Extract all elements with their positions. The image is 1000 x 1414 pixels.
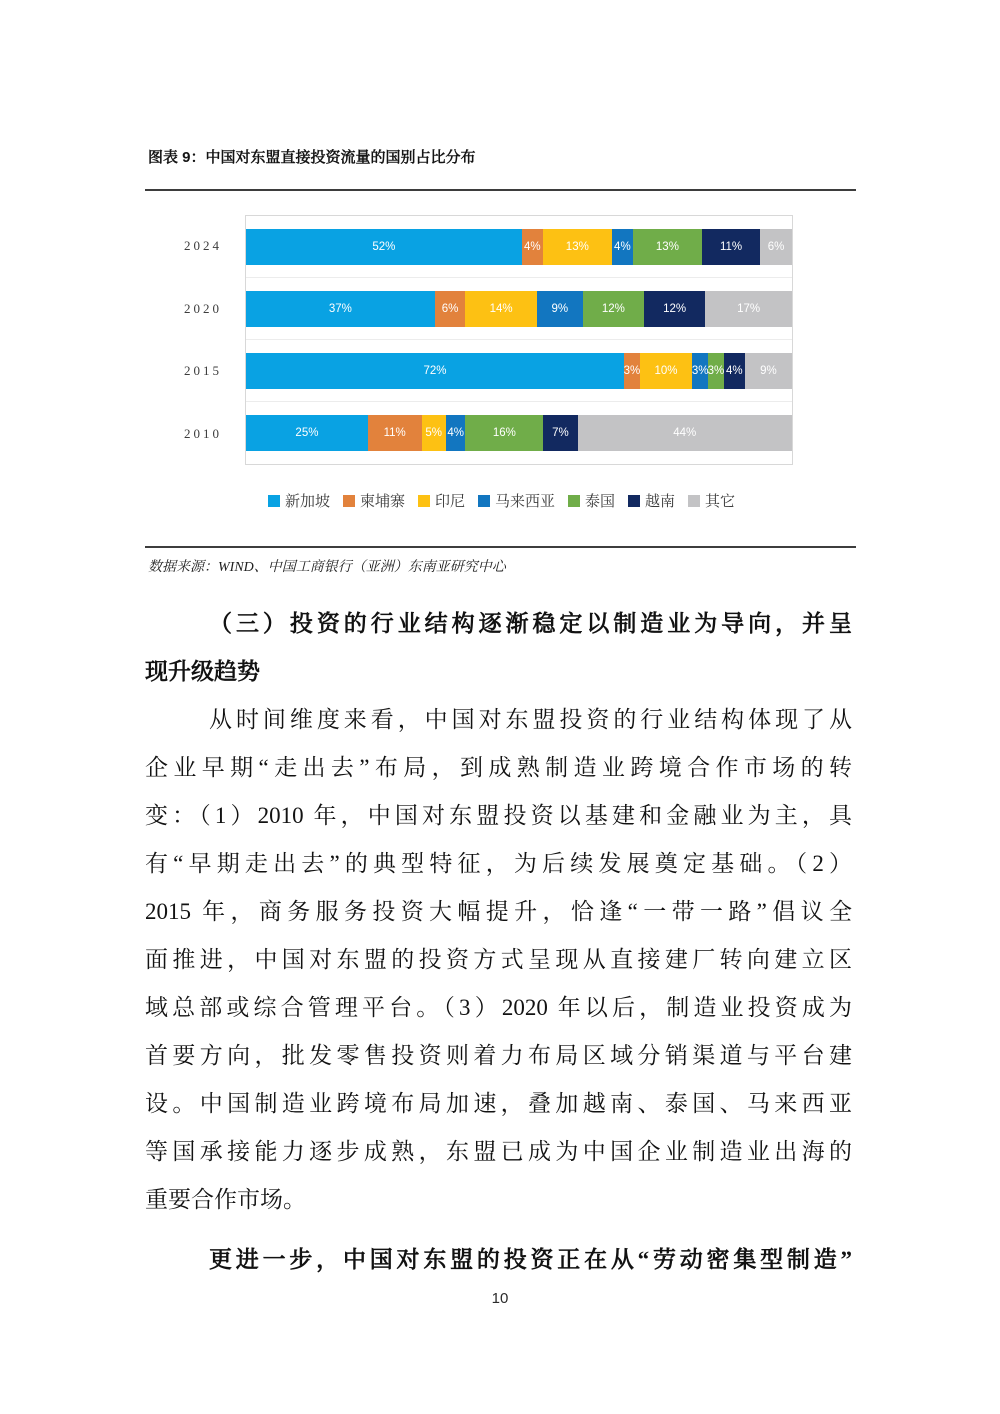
legend-item-马来西亚	[478, 490, 555, 511]
legend-swatch-icon	[268, 495, 280, 507]
legend-label: 越南	[645, 494, 676, 510]
bar-segment-其它: 9%	[745, 353, 792, 389]
bar-row-2020	[246, 278, 792, 340]
bar-segment-柬埔寨: 6%	[435, 291, 466, 327]
text-line: 2015 年，商务服务投资大幅提升，恰逢“一带一路”倡议全	[145, 899, 852, 924]
text-line: 变：（1）2010 年，中国对东盟投资以基建和金融业为主，具	[145, 803, 852, 828]
text-line: 企业早期“走出去”布局，到成熟制造业跨境合作市场的转	[145, 755, 852, 780]
figure-top-rule	[145, 189, 856, 191]
legend-swatch-icon	[418, 495, 430, 507]
legend-label: 印尼	[434, 494, 465, 510]
bar-segment-新加坡: 37%	[246, 291, 435, 327]
bar-row-2010	[246, 402, 792, 464]
bar-segment-新加坡: 72%	[246, 353, 624, 389]
text-line: （三）投资的行业结构逐渐稳定以制造业为导向，并呈	[209, 611, 852, 636]
legend-label: 马来西亚	[494, 494, 555, 510]
bar-row-2024	[246, 216, 792, 278]
bar-row-2015	[246, 340, 792, 402]
bar-segment-越南: 11%	[702, 229, 760, 265]
text-line: 现升级趋势	[145, 659, 260, 684]
text-line: 从时间维度来看，中国对东盟投资的行业结构体现了从	[209, 707, 852, 732]
bar-segment-马来西亚: 4%	[446, 415, 466, 451]
bar-segment-其它: 17%	[705, 291, 792, 327]
data-source-note: 数据来源：WIND、中国工商银行（亚洲）东南亚研究中心	[148, 560, 506, 575]
legend-swatch-icon	[568, 495, 580, 507]
chart-legend	[148, 490, 855, 511]
section-heading	[145, 600, 852, 696]
legend-item-柬埔寨	[343, 490, 405, 511]
bar-segment-马来西亚: 9%	[537, 291, 583, 327]
text-line: 设。中国制造业跨境布局加速，叠加越南、泰国、马来西亚	[145, 1091, 852, 1116]
bar-segment-新加坡: 25%	[246, 415, 368, 451]
legend-label: 新加坡	[284, 494, 330, 510]
stacked-bar-chart	[245, 215, 793, 465]
bar-segment-柬埔寨: 4%	[522, 229, 543, 265]
bar-segment-其它: 44%	[578, 415, 793, 451]
legend-swatch-icon	[343, 495, 355, 507]
bar-segment-印尼: 14%	[465, 291, 536, 327]
bar-segment-泰国: 13%	[633, 229, 702, 265]
y-axis-label-2015: 2015	[184, 363, 222, 378]
legend-label: 泰国	[585, 494, 616, 510]
legend-item-泰国	[568, 490, 615, 511]
stacked-bar-2020	[246, 291, 792, 327]
body-paragraph-bold	[145, 1236, 852, 1284]
legend-swatch-icon	[628, 495, 640, 507]
stacked-bar-2010	[246, 415, 792, 451]
figure-bottom-rule	[145, 546, 856, 548]
text-line: 首要方向，批发零售投资则着力布局区域分销渠道与平台建	[145, 1043, 852, 1068]
stacked-bar-2015	[246, 353, 792, 389]
figure-title: 图表 9：中国对东盟直接投资流量的国别占比分布	[148, 149, 476, 166]
bar-segment-泰国: 12%	[583, 291, 644, 327]
legend-item-越南	[628, 490, 675, 511]
y-axis-label-2024: 2024	[184, 238, 222, 253]
y-axis-label-2010: 2010	[184, 425, 222, 441]
body-paragraph	[145, 696, 852, 1224]
legend-item-印尼	[418, 490, 465, 511]
legend-item-新加坡	[268, 490, 330, 511]
chart-y-axis-labels	[148, 215, 234, 465]
legend-swatch-icon	[688, 495, 700, 507]
bar-segment-新加坡: 52%	[246, 229, 522, 265]
legend-label: 其它	[705, 494, 736, 510]
bar-segment-其它: 6%	[760, 229, 792, 265]
legend-item-其它	[688, 490, 735, 511]
text-line: 重要合作市场。	[145, 1187, 306, 1212]
bar-segment-泰国: 16%	[465, 415, 543, 451]
text-line: 域总部或综合管理平台。（3）2020 年以后，制造业投资成为	[145, 995, 852, 1020]
bar-segment-柬埔寨: 11%	[368, 415, 422, 451]
bar-segment-越南: 4%	[724, 353, 745, 389]
page-number: 10	[491, 1290, 509, 1307]
bar-segment-马来西亚: 4%	[612, 229, 633, 265]
text-line: 面推进，中国对东盟的投资方式呈现从直接建厂转向建立区	[145, 947, 852, 972]
bar-segment-印尼: 5%	[422, 415, 446, 451]
text-line: 有“早期走出去”的典型特征，为后续发展奠定基础。（2）	[145, 851, 852, 876]
legend-label: 柬埔寨	[359, 494, 405, 510]
text-line: 更进一步，中国对东盟的投资正在从“劳动密集型制造”	[209, 1247, 852, 1272]
legend-swatch-icon	[478, 495, 490, 507]
bar-segment-印尼: 13%	[543, 229, 612, 265]
bar-segment-印尼: 10%	[640, 353, 693, 389]
text-line: 等国承接能力逐步成熟，东盟已成为中国企业制造业出海的	[145, 1139, 852, 1164]
bar-segment-柬埔寨: 3%	[624, 353, 640, 389]
bar-segment-马来西亚: 3%	[692, 353, 708, 389]
bar-segment-泰国: 3%	[708, 353, 724, 389]
y-axis-label-2020: 2020	[184, 300, 222, 316]
stacked-bar-2024	[246, 229, 792, 265]
bar-segment-越南: 12%	[644, 291, 705, 327]
bar-segment-越南: 7%	[543, 415, 577, 451]
